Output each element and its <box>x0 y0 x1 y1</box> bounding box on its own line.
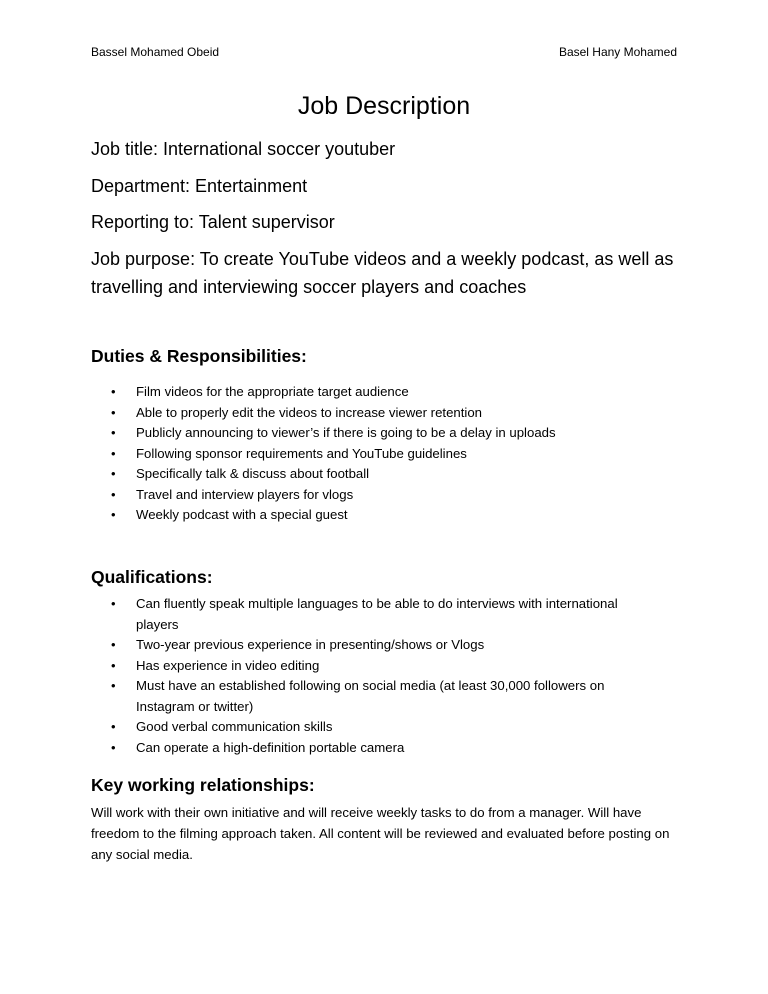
list-item: • Able to properly edit the videos to increase viewer retention <box>91 403 651 424</box>
list-item: • Has experience in video editing <box>91 656 651 677</box>
bullet-icon: • <box>111 486 116 502</box>
department-field: Department: Entertainment <box>91 176 308 196</box>
duties-heading: Duties & Responsibilities: <box>91 346 307 366</box>
qualifications-heading: Qualifications: <box>91 567 213 587</box>
relationships-heading: Key working relationships: <box>91 775 315 795</box>
list-item: • Publicly announcing to viewer’s if there is going to be a delay in uploads <box>91 423 651 444</box>
job-purpose-field: Job purpose: To create YouTube videos and a weekly podcast, as well as travelling and interviewing soccer players and coaches <box>91 249 674 297</box>
bullet-icon: • <box>111 507 116 522</box>
list-item: • Film videos for the appropriate target audience <box>91 382 651 403</box>
job-title-field: Job title: International soccer youtuber <box>91 139 396 159</box>
list-item: • Specifically talk & discuss about football <box>91 464 651 485</box>
list-item: • Can operate a high-definition portable camera <box>91 738 651 759</box>
page-title: Job Description <box>297 92 471 120</box>
reporting-to-field: Reporting to: Talent supervisor <box>91 212 335 232</box>
list-item: • Travel and interview players for vlogs <box>91 485 651 506</box>
list-item: • Weekly podcast with a special guest <box>91 505 651 526</box>
qualifications-list <box>91 594 651 758</box>
bullet-icon: • <box>111 445 116 461</box>
bullet-icon: • <box>111 466 116 481</box>
bullet-icon: • <box>111 719 116 734</box>
list-item: • Two-year previous experience in presenting/shows or Vlogs <box>91 635 651 656</box>
bullet-icon: • <box>111 425 116 440</box>
relationships-paragraph: Will work with their own initiative and will receive weekly tasks to do from a manager. Will have freedom to the filming approach taken. All content will be reviewed and evaluated before posting on any social media. <box>91 805 670 862</box>
list-item: • Must have an established following on social media (at least 30,000 followers on Instagram or twitter) <box>111 678 605 714</box>
bullet-icon: • <box>111 657 116 673</box>
bullet-icon: • <box>111 678 116 693</box>
bullet-icon: • <box>111 384 116 399</box>
bullet-icon: • <box>111 404 116 420</box>
list-item: • Can fluently speak multiple languages to be able to do interviews with international players <box>111 596 618 632</box>
bullet-icon: • <box>111 739 116 755</box>
duties-list <box>91 382 651 526</box>
bullet-icon: • <box>111 637 116 652</box>
header-author-left: Bassel Mohamed Obeid <box>91 45 220 59</box>
header-author-right: Basel Hany Mohamed <box>558 45 677 59</box>
bullet-icon: • <box>111 596 116 611</box>
list-item: • Good verbal communication skills <box>91 717 651 738</box>
list-item: • Following sponsor requirements and YouTube guidelines <box>91 444 651 465</box>
